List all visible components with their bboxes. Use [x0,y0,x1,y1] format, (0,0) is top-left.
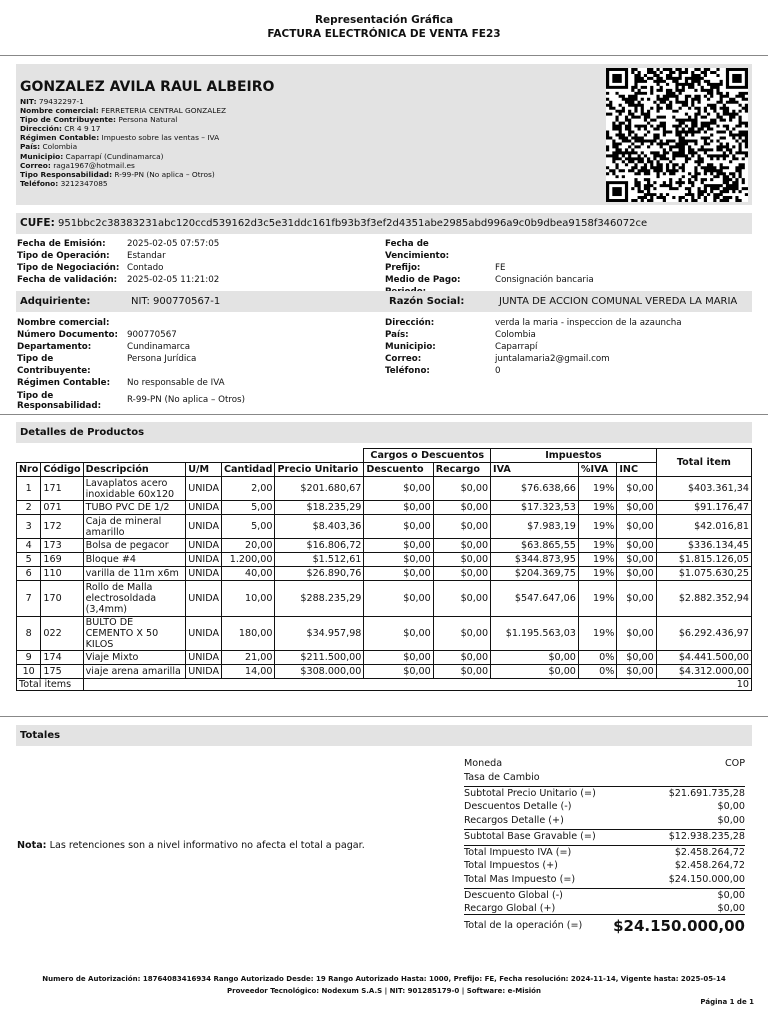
emisor-field: Régimen Contable: Impuesto sobre las ventas – IVA [20,133,220,143]
info-row: Teléfono: 0 [385,366,501,376]
table-cell: $0,00 [617,651,656,665]
totals-line-value: $0,00 [717,801,745,812]
col-um: U/M [186,463,222,477]
total-items-label: Total items [17,679,84,691]
table-cell: 19% [578,515,616,539]
info-row: Nombre comercial: [17,318,110,328]
table-cell: BULTO DE CEMENTO X 50 KILOS [83,617,186,651]
group-impuestos: Impuestos [491,449,657,463]
table-cell: $63.865,55 [491,539,579,553]
totals-section-title: Totales [16,725,752,746]
table-cell: $7.983,19 [491,515,579,539]
table-cell: UNIDA [186,617,222,651]
doc-title-line1: Representación Gráfica [314,14,454,26]
table-cell: $17.323,53 [491,501,579,515]
table-cell: $34.957,98 [275,617,364,651]
table-cell: Viaje Mixto [83,651,186,665]
table-cell: $0,00 [617,581,656,617]
totals-line [464,888,745,902]
table-cell: 172 [41,515,83,539]
table-cell: $0,00 [617,567,656,581]
table-cell: 173 [41,539,83,553]
grand-total-label: Total de la operación (=) [464,920,583,931]
table-row [17,539,752,553]
totals-line [464,757,745,771]
totals-line-label: Descuentos Detalle (-) [464,801,572,812]
table-cell: $288.235,29 [275,581,364,617]
table-cell: 0% [578,665,616,679]
products-section-title: Detalles de Productos [16,422,752,443]
table-cell: Bolsa de pegacor [83,539,186,553]
nota-label: Nota: [17,840,47,851]
totals-line-label: Tasa de Cambio [464,772,540,783]
table-cell: UNIDA [186,567,222,581]
totals-line [464,845,745,859]
col-nro: Nro [17,463,41,477]
emisor-field: Correo: raga1967@hotmail.es [20,160,135,170]
table-cell: $0,00 [617,515,656,539]
table-cell: $4.312.000,00 [656,665,751,679]
buyer-info-left [17,317,245,411]
totals-line [464,859,745,873]
footer-provider: Proveedor Tecnológico: Nodexum S.A.S | NIT: 901285179-0 | Software: e-Misión [227,987,541,995]
table-row [17,651,752,665]
table-cell: $0,00 [433,567,490,581]
cufe-label: CUFE: [20,217,55,229]
table-cell: $547.647,06 [491,581,579,617]
table-cell: viaje arena amarilla [83,665,186,679]
table-cell: $8.403,36 [275,515,364,539]
table-cell: $0,00 [364,581,433,617]
nota [17,840,365,851]
table-cell: Lavaplatos acero inoxidable 60x120 [83,477,186,501]
totals-line-label: Recargo Global (+) [464,903,556,914]
table-cell: 1 [17,477,41,501]
col-cantidad: Cantidad [222,463,275,477]
table-cell: 19% [578,553,616,567]
info-row: Medio de Pago: Consignación bancaria [385,275,594,285]
divider [0,55,768,56]
emisor-field: Nombre comercial: FERRETERIA CENTRAL GONZALEZ [20,106,227,116]
table-cell: $0,00 [617,501,656,515]
divider [0,414,768,415]
totals-line [464,800,745,814]
table-cell: 071 [41,501,83,515]
table-row [17,501,752,515]
table-cell: 171 [41,477,83,501]
footer-authorization: Numero de Autorización: 18764083416934 Rango Autorizado Desde: 19 Rango Autorizado Hasta: 1000, Prefijo: FE, Fecha resolución: 2024-11-14, Vigente hasta: 2025-05-14 [42,975,726,983]
table-cell: $0,00 [617,665,656,679]
cufe-value: 951bbc2c38383231abc120ccd539162d3c5e31ddc161fb93b3f3ef2d4351abe2985abd996a9c0b9dbea9158f346072ce [57,218,648,229]
table-row [17,553,752,567]
table-cell: $403.361,34 [656,477,751,501]
table-cell: 174 [41,651,83,665]
table-cell: 0% [578,651,616,665]
table-cell: 6 [17,567,41,581]
table-cell: $336.134,45 [656,539,751,553]
col-total-item: Total item [656,449,751,477]
emisor-fields [20,97,226,188]
buyer-info-right [385,317,682,377]
emisor-field: Tipo de Contribuyente: Persona Natural [20,115,178,125]
table-cell: Rollo de Malla electrosoldada (3,4mm) [83,581,186,617]
table-cell: $0,00 [433,665,490,679]
totals-line-value: $2.458.264,72 [674,860,745,871]
table-cell: $308.000,00 [275,665,364,679]
col-pct-iva: %IVA [578,463,616,477]
header-row [17,463,752,477]
table-cell: $0,00 [364,567,433,581]
table-cell: $0,00 [364,617,433,651]
cufe-bar [16,213,752,234]
adquiriente-bar [16,291,752,312]
table-cell: TUBO PVC DE 1/2 [83,501,186,515]
table-cell: 022 [41,617,83,651]
table-cell: 4 [17,539,41,553]
doc-title-line2: FACTURA ELECTRÓNICA DE VENTA FE23 [267,28,501,40]
table-cell: $0,00 [364,539,433,553]
table-cell: UNIDA [186,651,222,665]
totals-line [464,829,745,843]
table-cell: $344.873,95 [491,553,579,567]
table-cell: 110 [41,567,83,581]
table-cell: $0,00 [364,515,433,539]
table-cell: $42.016,81 [656,515,751,539]
totals-line [464,786,745,800]
table-cell: 3 [17,515,41,539]
table-cell: 7 [17,581,41,617]
emisor-field: Municipio: Caparrapí (Cundinamarca) [20,151,164,161]
table-row [17,477,752,501]
table-cell: $0,00 [364,665,433,679]
table-row [17,581,752,617]
adquiriente-nit: NIT: 900770567-1 [131,296,221,307]
table-cell: $0,00 [433,651,490,665]
totals-line [464,814,745,828]
table-cell: UNIDA [186,515,222,539]
table-cell: $2.882.352,94 [656,581,751,617]
nota-text: Las retenciones son a nivel informativo no afecta el total a pagar. [49,840,365,851]
table-cell: $91.176,47 [656,501,751,515]
totals-line [464,771,745,785]
table-cell: 21,00 [222,651,275,665]
totals-line-label: Total Impuestos (+) [464,860,558,871]
table-cell: $76.638,66 [491,477,579,501]
table-cell: 5 [17,553,41,567]
table-cell: $0,00 [491,651,579,665]
grand-total-row [464,914,745,936]
table-cell: $4.441.500,00 [656,651,751,665]
emisor-field: Dirección: CR 4 9 17 [20,124,101,134]
col-iva: IVA [491,463,579,477]
table-cell: $1.815.126,05 [656,553,751,567]
table-cell: varilla de 11m x6m [83,567,186,581]
qr-code [606,68,748,202]
table-cell: 2 [17,501,41,515]
table-cell: 169 [41,553,83,567]
table-cell: $0,00 [617,539,656,553]
table-cell: $0,00 [433,617,490,651]
totals-line-value: $21.691.735,28 [668,788,745,799]
table-cell: 9 [17,651,41,665]
info-row: Tipo de Operación: Estandar [17,251,166,261]
table-cell: $0,00 [364,553,433,567]
totals-line-label: Recargos Detalle (+) [464,815,564,826]
table-cell: $1.195.563,03 [491,617,579,651]
total-items-value: 10 [83,679,751,691]
header-group-row [17,449,752,463]
emisor-field: País: Colombia [20,142,78,152]
table-cell: 180,00 [222,617,275,651]
info-row: Fecha de Vencimiento: [385,239,450,261]
col-descuento: Descuento [364,463,433,477]
table-cell: 10,00 [222,581,275,617]
table-cell: 8 [17,617,41,651]
col-precio: Precio Unitario [275,463,364,477]
info-row: Tipo de Responsabilidad: R-99-PN (No aplica – Otros) [17,391,245,411]
table-cell: $18.235,29 [275,501,364,515]
totals-line-label: Total Impuesto IVA (=) [464,847,572,858]
table-cell: Bloque #4 [83,553,186,567]
table-cell: 170 [41,581,83,617]
emisor-field: Teléfono: 3212347085 [20,178,108,188]
invoice-info-right [385,238,594,298]
totals-line-label: Total Mas Impuesto (=) [464,874,576,885]
table-cell: $26.890,76 [275,567,364,581]
info-row: Número Documento: 900770567 [17,330,177,340]
totals-line-label: Descuento Global (-) [464,890,563,901]
table-cell: 19% [578,501,616,515]
table-cell: $211.500,00 [275,651,364,665]
total-items-row [17,679,752,691]
table-cell: 19% [578,539,616,553]
totals-line-label: Subtotal Base Gravable (=) [464,831,596,842]
table-cell: Caja de mineral amarillo [83,515,186,539]
table-cell: $204.369,75 [491,567,579,581]
totals-line-value: $24.150.000,00 [668,874,745,885]
table-cell: $0,00 [617,617,656,651]
emisor-field: NIT: 79432297-1 [20,97,84,106]
table-cell: UNIDA [186,553,222,567]
table-cell: 19% [578,567,616,581]
table-cell: $0,00 [364,501,433,515]
table-cell: $1.512,61 [275,553,364,567]
table-cell: $0,00 [617,477,656,501]
table-cell: 10 [17,665,41,679]
info-row: Correo: juntalamaria2@gmail.com [385,354,610,364]
col-codigo: Código [41,463,83,477]
table-cell: $0,00 [433,553,490,567]
group-cargos: Cargos o Descuentos [364,449,491,463]
info-row: Tipo de Contribuyente: Persona Jurídica [17,354,197,376]
divider [0,716,768,717]
adquiriente-label: Adquiriente: [20,296,91,307]
table-cell: UNIDA [186,665,222,679]
totals-line-value: $0,00 [717,815,745,826]
totals-line-label: Subtotal Precio Unitario (=) [464,788,596,799]
table-cell: UNIDA [186,539,222,553]
table-cell: $6.292.436,97 [656,617,751,651]
info-row: Tipo de Negociación: Contado [17,263,164,273]
totals-line-value: $0,00 [717,890,745,901]
table-cell: $1.075.630,25 [656,567,751,581]
table-cell: 1.200,00 [222,553,275,567]
emisor-field: Tipo Responsabilidad: R-99-PN (No aplica – Otros) [20,169,215,179]
invoice-info-left [17,238,219,286]
table-cell: 2,00 [222,477,275,501]
table-cell: $0,00 [433,581,490,617]
razon-social-label: Razón Social: [389,296,465,307]
table-cell: $0,00 [433,515,490,539]
table-cell: 20,00 [222,539,275,553]
col-descripcion: Descripción [83,463,186,477]
table-cell: $0,00 [364,651,433,665]
table-cell: $0,00 [433,501,490,515]
table-cell: $0,00 [491,665,579,679]
table-cell: $0,00 [433,477,490,501]
table-cell: UNIDA [186,581,222,617]
grand-total-value: $24.150.000,00 [613,917,745,935]
table-cell: 19% [578,477,616,501]
info-row: Municipio: Caparrapí [385,342,538,352]
table-cell: 5,00 [222,515,275,539]
info-row: País: Colombia [385,330,536,340]
products-table [16,448,752,691]
table-cell: 5,00 [222,501,275,515]
table-row [17,665,752,679]
table-cell: $0,00 [433,539,490,553]
table-cell: $0,00 [364,477,433,501]
table-row [17,567,752,581]
info-row: Dirección: verda la maria - inspeccion de la azauncha [385,318,682,328]
table-row [17,515,752,539]
totals-line-label: Moneda [464,758,503,769]
qr-code-icon [606,68,748,202]
emisor-name: GONZALEZ AVILA RAUL ALBEIRO [20,79,275,95]
totals-line-value: $12.938.235,28 [668,831,745,842]
razon-social-value: JUNTA DE ACCION COMUNAL VEREDA LA MARIA [499,296,738,307]
table-row [17,617,752,651]
table-cell: UNIDA [186,501,222,515]
table-cell: 19% [578,617,616,651]
col-inc: INC [617,463,656,477]
col-recargo: Recargo [433,463,490,477]
totals-line-value: $2.458.264,72 [674,847,745,858]
info-row: Prefijo: FE [385,263,506,273]
table-cell: 175 [41,665,83,679]
info-row: Fecha de validación: 2025-02-05 11:21:02 [17,275,220,285]
totals-line-value: $0,00 [717,903,745,914]
table-cell: 40,00 [222,567,275,581]
table-cell: $0,00 [617,553,656,567]
info-row: Régimen Contable: No responsable de IVA [17,378,225,388]
table-cell: $16.806,72 [275,539,364,553]
totals-line [464,873,745,887]
info-row: Fecha de Emisión: 2025-02-05 07:57:05 [17,239,220,249]
totals-line-value: COP [724,758,745,769]
info-row: Departamento: Cundinamarca [17,342,191,352]
page-number: Página 1 de 1 [700,998,754,1006]
table-cell: UNIDA [186,477,222,501]
table-cell: 19% [578,581,616,617]
table-cell: 14,00 [222,665,275,679]
table-cell: $201.680,67 [275,477,364,501]
